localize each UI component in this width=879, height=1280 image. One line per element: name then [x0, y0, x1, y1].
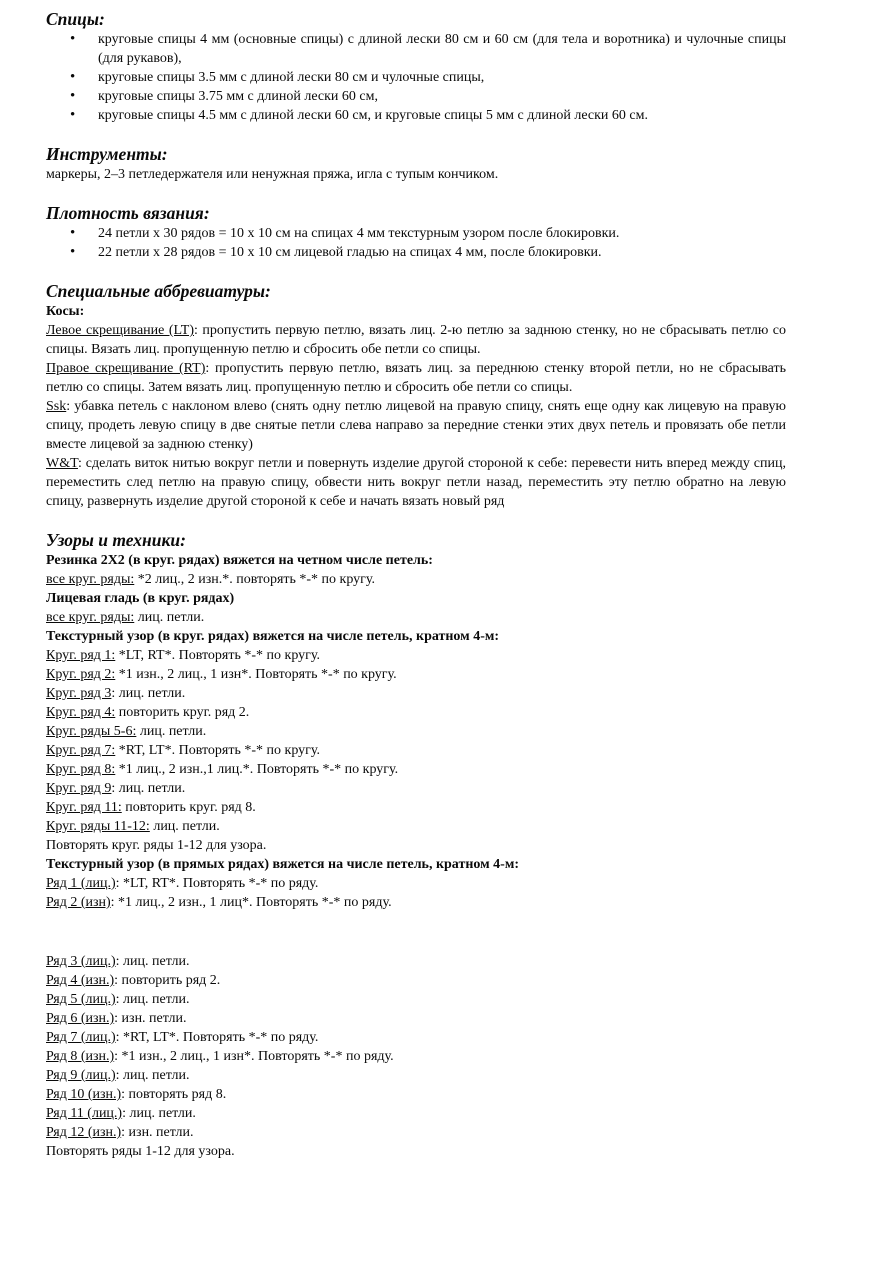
- abbrev-term: Левое скрещивание (LT): [46, 323, 195, 338]
- row-text: : лиц. петли.: [111, 781, 186, 796]
- pattern-row: [46, 798, 786, 817]
- abbrev-entry: [46, 321, 786, 359]
- stockinette-title: Лицевая гладь (в круг. рядах): [46, 591, 235, 606]
- needles-list: [46, 30, 786, 125]
- abbrev-text: : пропустить первую петлю, вязать лиц. за переднюю стенку второй петли, но не сбрасывать петлю со спицы. Затем вязать лиц. пропущенную петлю и сбросить обе петли со спицы.: [46, 361, 787, 395]
- tools-heading: Инструменты:: [46, 144, 168, 164]
- pattern-row: [46, 971, 786, 990]
- abbrev-text: : убавка петель с наклоном влево (снять одну петлю лицевой на правую спицу, снять еще одну как лицевую на правую спицу, продеть левую спицу в две снятые петли слева направо за передние стенки этих двух петель и провязать обе петли вместе лицевой за заднюю стенку): [46, 399, 786, 452]
- abbrev-text: : пропустить первую петлю, вязать лиц. 2-ю петлю за заднюю стенку, но не сбрасывать петлю со спицы. Вязать лиц. пропущенную петлю и сбросить обе петли со спицы.: [46, 323, 786, 357]
- pattern-row: [46, 952, 786, 971]
- row-text: *LT, RT*. Повторять *-* по кругу.: [115, 648, 320, 663]
- pattern-row: [46, 1028, 786, 1047]
- abbrev-term: Ssk: [46, 399, 67, 414]
- list-item: • круговые спицы 3.75 мм с длиной лески 60 см,: [46, 87, 786, 106]
- row-term: Ряд 6 (изн.): [46, 1011, 115, 1026]
- row-text: : повторять ряд 8.: [121, 1087, 227, 1102]
- row-text: : *1 лиц., 2 изн., 1 лиц*. Повторять *-* по ряду.: [110, 895, 392, 910]
- row-term: Ряд 4 (изн.): [46, 973, 115, 988]
- pattern-row: [46, 608, 786, 627]
- pattern-row: [46, 1047, 786, 1066]
- row-text: *1 лиц., 2 изн.,1 лиц.*. Повторять *-* по кругу.: [115, 762, 399, 777]
- row-term: Ряд 3 (лиц.): [46, 954, 116, 969]
- pattern-row: [46, 741, 786, 760]
- list-item: • 22 петли х 28 рядов = 10 х 10 см лицевой гладью на спицах 4 мм, после блокировки.: [46, 243, 786, 262]
- row-term: все круг. ряды:: [46, 610, 135, 625]
- row-text: повторить круг. ряд 8.: [121, 800, 256, 815]
- row-term: Круг. ряд 8:: [46, 762, 116, 777]
- abbrev-term: Правое скрещивание (RT): [46, 361, 206, 376]
- pattern-row: [46, 703, 786, 722]
- row-text: лиц. петли.: [134, 610, 205, 625]
- texture-round-title: Текстурный узор (в круг. рядах) вяжется на числе петель, кратном 4-м:: [46, 629, 500, 644]
- row-term: Круг. ряд 3: [46, 686, 112, 701]
- needles-heading: Спицы:: [46, 9, 105, 29]
- row-text: : лиц. петли.: [115, 1068, 190, 1083]
- gauge-heading: Плотность вязания:: [46, 203, 210, 223]
- row-text: : изн. петли.: [114, 1011, 187, 1026]
- pattern-row: [46, 990, 786, 1009]
- abbrev-entry: [46, 359, 786, 397]
- row-text: лиц. петли.: [149, 819, 220, 834]
- pattern-row: [46, 760, 786, 779]
- pattern-row: [46, 646, 786, 665]
- row-text: : *RT, LT*. Повторять *-* по ряду.: [115, 1030, 319, 1045]
- list-item: • круговые спицы 3.5 мм с длиной лески 80 см и чулочные спицы,: [46, 68, 786, 87]
- row-term: Ряд 5 (лиц.): [46, 992, 116, 1007]
- pattern-row: [46, 665, 786, 684]
- tools-text: маркеры, 2–3 петледержателя или ненужная пряжа, игла с тупым кончиком.: [46, 167, 499, 182]
- row-term: Ряд 8 (изн.): [46, 1049, 115, 1064]
- row-text: *1 изн., 2 лиц., 1 изн*. Повторять *-* по кругу.: [115, 667, 397, 682]
- row-term: Круг. ряд 4:: [46, 705, 116, 720]
- row-term: Ряд 10 (изн.): [46, 1087, 122, 1102]
- row-text: : лиц. петли.: [122, 1106, 196, 1121]
- abbrev-entry: [46, 397, 786, 454]
- abbrev-term: W&T: [46, 456, 78, 471]
- row-term: Круг. ряд 11:: [46, 800, 122, 815]
- texture-flat-repeat: Повторять ряды 1-12 для узора.: [46, 1144, 235, 1159]
- row-text: : повторить ряд 2.: [114, 973, 221, 988]
- row-term: Круг. ряд 9: [46, 781, 112, 796]
- texture-round-repeat: Повторять круг. ряды 1-12 для узора.: [46, 838, 267, 853]
- abbrev-subheading: Косы:: [46, 304, 85, 319]
- row-term: Ряд 1 (лиц.): [46, 876, 116, 891]
- row-term: Круг. ряд 1:: [46, 648, 116, 663]
- pattern-row: [46, 1066, 786, 1085]
- row-term: Ряд 2 (изн): [46, 895, 111, 910]
- texture-flat-title: Текстурный узор (в прямых рядах) вяжется на числе петель, кратном 4-м:: [46, 857, 520, 872]
- row-term: все круг. ряды:: [46, 572, 135, 587]
- pattern-row: [46, 722, 786, 741]
- document-page: [46, 8, 786, 1161]
- row-term: Ряд 12 (изн.): [46, 1125, 122, 1140]
- list-item: • 24 петли х 30 рядов = 10 х 10 см на спицах 4 мм текстурным узором после блокировки.: [46, 224, 786, 243]
- row-text: *RT, LT*. Повторять *-* по кругу.: [115, 743, 320, 758]
- gauge-list: [46, 224, 786, 262]
- pattern-row: [46, 779, 786, 798]
- row-text: : лиц. петли.: [111, 686, 186, 701]
- row-term: Ряд 7 (лиц.): [46, 1030, 116, 1045]
- patterns-heading: Узоры и техники:: [46, 530, 186, 550]
- pattern-row: [46, 570, 786, 589]
- row-term: Круг. ряд 2:: [46, 667, 116, 682]
- pattern-row: [46, 684, 786, 703]
- list-item: • круговые спицы 4.5 мм с длиной лески 60 см, и круговые спицы 5 мм с длиной лески 60 см.: [46, 106, 786, 125]
- rib-title: Резинка 2Х2 (в круг. рядах) вяжется на четном числе петель:: [46, 553, 433, 568]
- pattern-row: [46, 1104, 786, 1123]
- row-text: *2 лиц., 2 изн.*. повторять *-* по кругу.: [134, 572, 375, 587]
- pattern-row: [46, 1123, 786, 1142]
- pattern-row: [46, 893, 786, 912]
- row-text: : лиц. петли.: [115, 992, 190, 1007]
- pattern-row: [46, 1085, 786, 1104]
- row-text: повторить круг. ряд 2.: [115, 705, 250, 720]
- row-term: Ряд 11 (лиц.): [46, 1106, 123, 1121]
- pattern-row: [46, 874, 786, 893]
- list-item: • круговые спицы 4 мм (основные спицы) с длиной лески 80 см и 60 см (для тела и воротника) и чулочные спицы (для рукавов),: [46, 30, 786, 68]
- row-text: : *1 изн., 2 лиц., 1 изн*. Повторять *-* по ряду.: [114, 1049, 394, 1064]
- pattern-row: [46, 1009, 786, 1028]
- abbrev-heading: Специальные аббревиатуры:: [46, 281, 271, 301]
- pattern-row: [46, 817, 786, 836]
- row-term: Круг. ряд 7:: [46, 743, 116, 758]
- row-text: : изн. петли.: [121, 1125, 194, 1140]
- row-term: Круг. ряды 5-6:: [46, 724, 137, 739]
- row-text: : лиц. петли.: [115, 954, 190, 969]
- row-term: Ряд 9 (лиц.): [46, 1068, 116, 1083]
- row-text: : *LT, RT*. Повторять *-* по ряду.: [115, 876, 319, 891]
- abbrev-text: : сделать виток нитью вокруг петли и повернуть изделие другой стороной к себе: перевести нить вперед между спиц, переместить след петлю на правую спицу, обвести нить вокруг петли назад, переместить эту петлю обратно на левую спицу, развернуть изделие другой стороной к себе и начать вязать новый ряд: [46, 456, 786, 509]
- abbrev-entry: [46, 454, 786, 511]
- row-text: лиц. петли.: [136, 724, 207, 739]
- row-term: Круг. ряды 11-12:: [46, 819, 150, 834]
